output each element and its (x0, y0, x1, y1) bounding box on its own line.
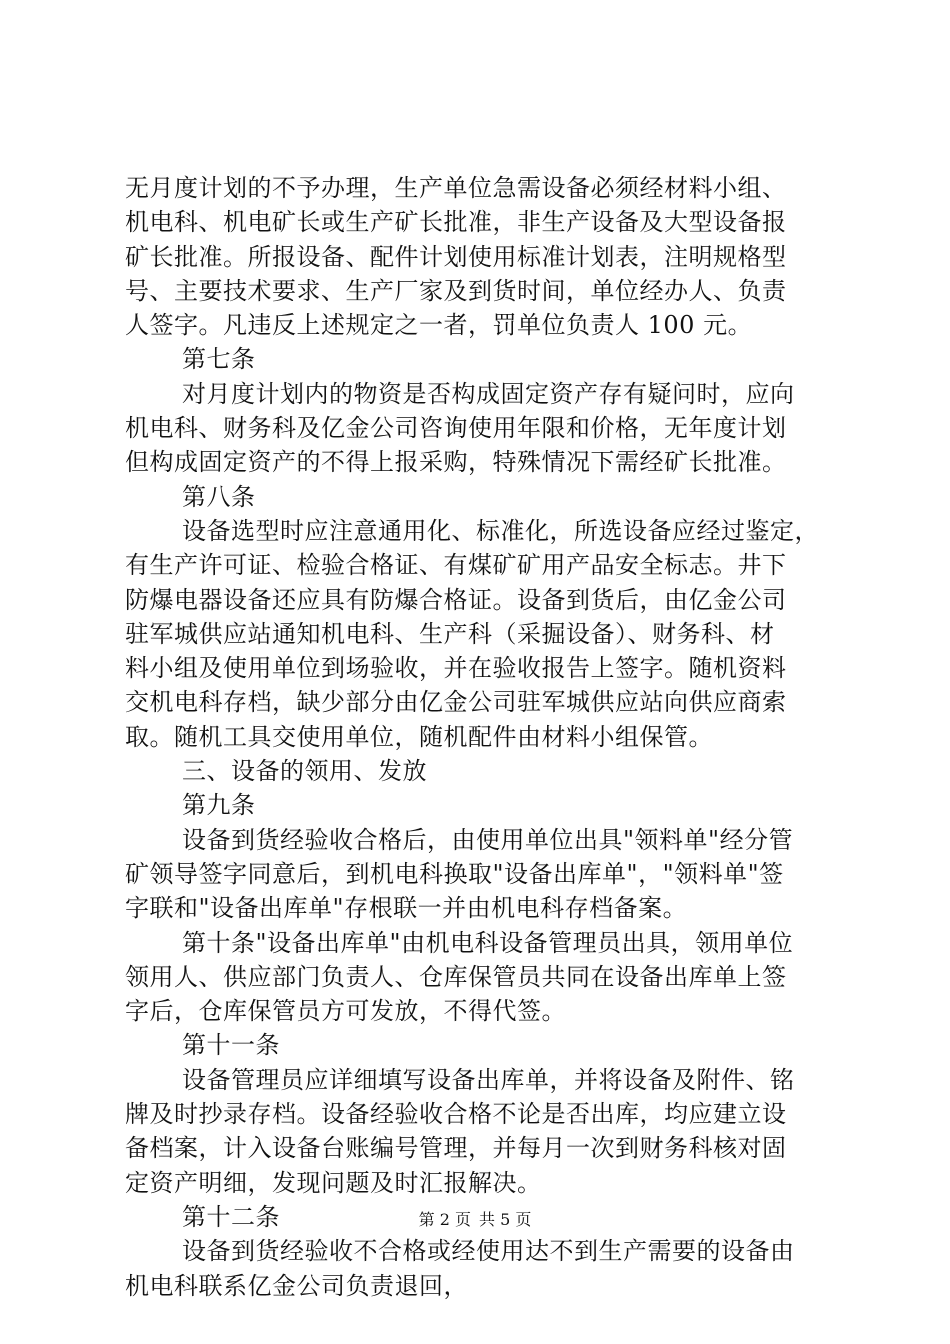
text-line: 字后，仓库保管员方可发放，不得代签。 (125, 997, 566, 1026)
article-heading: 第八条 (182, 482, 256, 511)
text-line: 领用人、供应部门负责人、仓库保管员共同在设备出库单上签 (125, 962, 787, 991)
text-line: 号、主要技术要求、生产厂家及到货时间，单位经办人、负责 (125, 276, 787, 305)
text-line: 矿领导签字同意后，到机电科换取"设备出库单"，"领料单"签 (125, 859, 784, 888)
text-line: 机电科联系亿金公司负责退回， (125, 1271, 468, 1300)
page-total: 共 5 页 (479, 1210, 532, 1229)
text-line: 定资产明细，发现问题及时汇报解决。 (125, 1168, 542, 1197)
article-heading: 第九条 (182, 791, 256, 820)
section-heading: 三、设备的领用、发放 (182, 757, 427, 786)
text-line: 字联和"设备出库单"存根联一并由机电科存档备案。 (125, 894, 688, 923)
text-line: 设备到货经验收不合格或经使用达不到生产需要的设备由 (182, 1237, 795, 1266)
text-line: 机电科、机电矿长或生产矿长批准，非生产设备及大型设备报 (125, 208, 787, 237)
text-line: 但构成固定资产的不得上报采购，特殊情况下需经矿长批准。 (125, 448, 787, 477)
text-line: 取。随机工具交使用单位，随机配件由材料小组保管。 (125, 722, 713, 751)
text-line: 第十条"设备出库单"由机电科设备管理员出具，领用单位 (182, 928, 794, 957)
text-line: 设备管理员应详细填写设备出库单，并将设备及附件、铭 (182, 1065, 795, 1094)
text-line: 设备到货经验收合格后，由使用单位出具"领料单"经分管 (182, 825, 794, 854)
text-line: 有生产许可证、检验合格证、有煤矿矿用产品安全标志。井下 (125, 551, 787, 580)
text-line: 人签字。凡违反上述规定之一者，罚单位负责人 100 元。 (125, 311, 753, 340)
text-line: 备档案，计入设备台账编号管理，并每月一次到财务科核对固 (125, 1134, 787, 1163)
text-line: 矿长批准。所报设备、配件计划使用标准计划表，注明规格型 (125, 242, 787, 271)
document-body (125, 171, 837, 1303)
text-line: 防爆电器设备还应具有防爆合格证。设备到货后，由亿金公司 (125, 585, 787, 614)
text-line: 机电科、财务科及亿金公司咨询使用年限和价格，无年度计划 (125, 414, 787, 443)
page-footer (0, 1208, 950, 1232)
text-line: 驻军城供应站通知机电科、生产科（采掘设备）、财务科、材 (125, 619, 775, 648)
text-line: 无月度计划的不予办理，生产单位急需设备必须经材料小组、 (125, 174, 787, 202)
text-line: 对月度计划内的物资是否构成固定资产存有疑问时，应向 (182, 379, 795, 408)
article-heading: 第七条 (182, 345, 256, 374)
article-heading: 第十二条 (182, 1202, 280, 1231)
text-line: 料小组及使用单位到场验收，并在验收报告上签字。随机资料 (125, 654, 787, 683)
text-line: 牌及时抄录存档。设备经验收合格不论是否出库，均应建立设 (125, 1100, 787, 1129)
page-number: 第 2 页 (418, 1210, 471, 1229)
text-line: 交机电科存档，缺少部分由亿金公司驻军城供应站向供应商索 (125, 688, 787, 717)
text-line: 设备选型时应注意通用化、标准化，所选设备应经过鉴定， (182, 516, 819, 545)
article-heading: 第十一条 (182, 1031, 280, 1060)
